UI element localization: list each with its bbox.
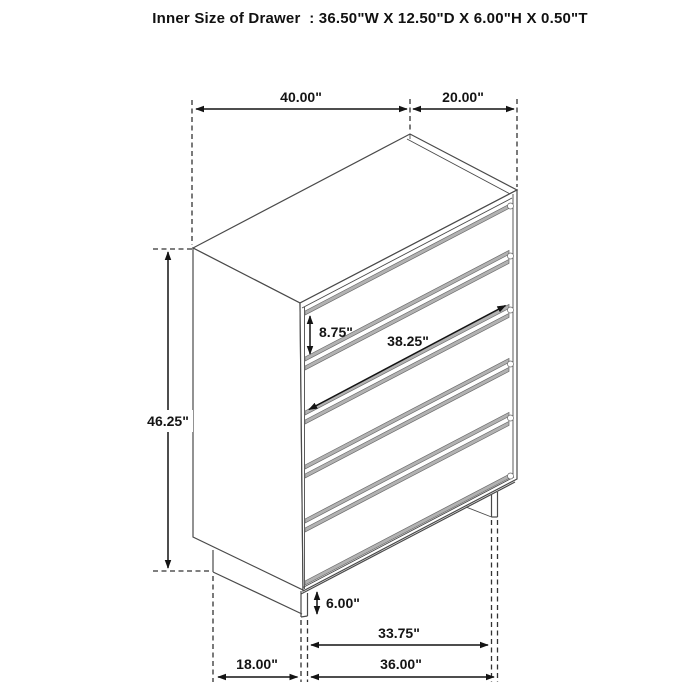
dimension-label-drawer-width: 38.25": [387, 333, 429, 349]
dimension-footprint-width: [311, 656, 494, 677]
band-notch: [508, 473, 514, 479]
dimension-label-drawer-height: 8.75": [319, 324, 353, 340]
band-notch: [508, 415, 514, 421]
chest-drawing: [193, 134, 517, 617]
diagram-title-text: Inner Size of Drawer : 36.50"W X 12.50"D X 6.00"H X 0.50"T: [152, 10, 588, 27]
dimension-label-top-depth: 20.00": [442, 89, 484, 105]
band-notch: [508, 203, 514, 209]
dimension-label-footprint-width: 36.00": [380, 656, 422, 672]
dimension-label-leg-height: 6.00": [326, 595, 360, 611]
dimension-top-depth: [413, 89, 514, 109]
band-notch: [508, 361, 514, 367]
band-notch: [508, 253, 514, 259]
dimension-label-top-width: 40.00": [280, 89, 322, 105]
right-leg-underside-line: [466, 507, 492, 517]
dimension-label-overall-height: 46.25": [147, 413, 189, 429]
dimension-footprint-depth: [218, 656, 298, 677]
band-notch: [508, 307, 514, 313]
dimension-label-footprint-depth: 18.00": [236, 656, 278, 672]
dimension-leg-span: [311, 625, 488, 645]
dimension-label-leg-span: 33.75": [378, 625, 420, 641]
dimension-overall-height: [143, 252, 193, 568]
dimension-top-width: [196, 89, 407, 109]
dimension-leg-height: [317, 592, 360, 614]
front-leg-bottom: [301, 616, 308, 617]
chest-side-panel: [193, 248, 303, 590]
